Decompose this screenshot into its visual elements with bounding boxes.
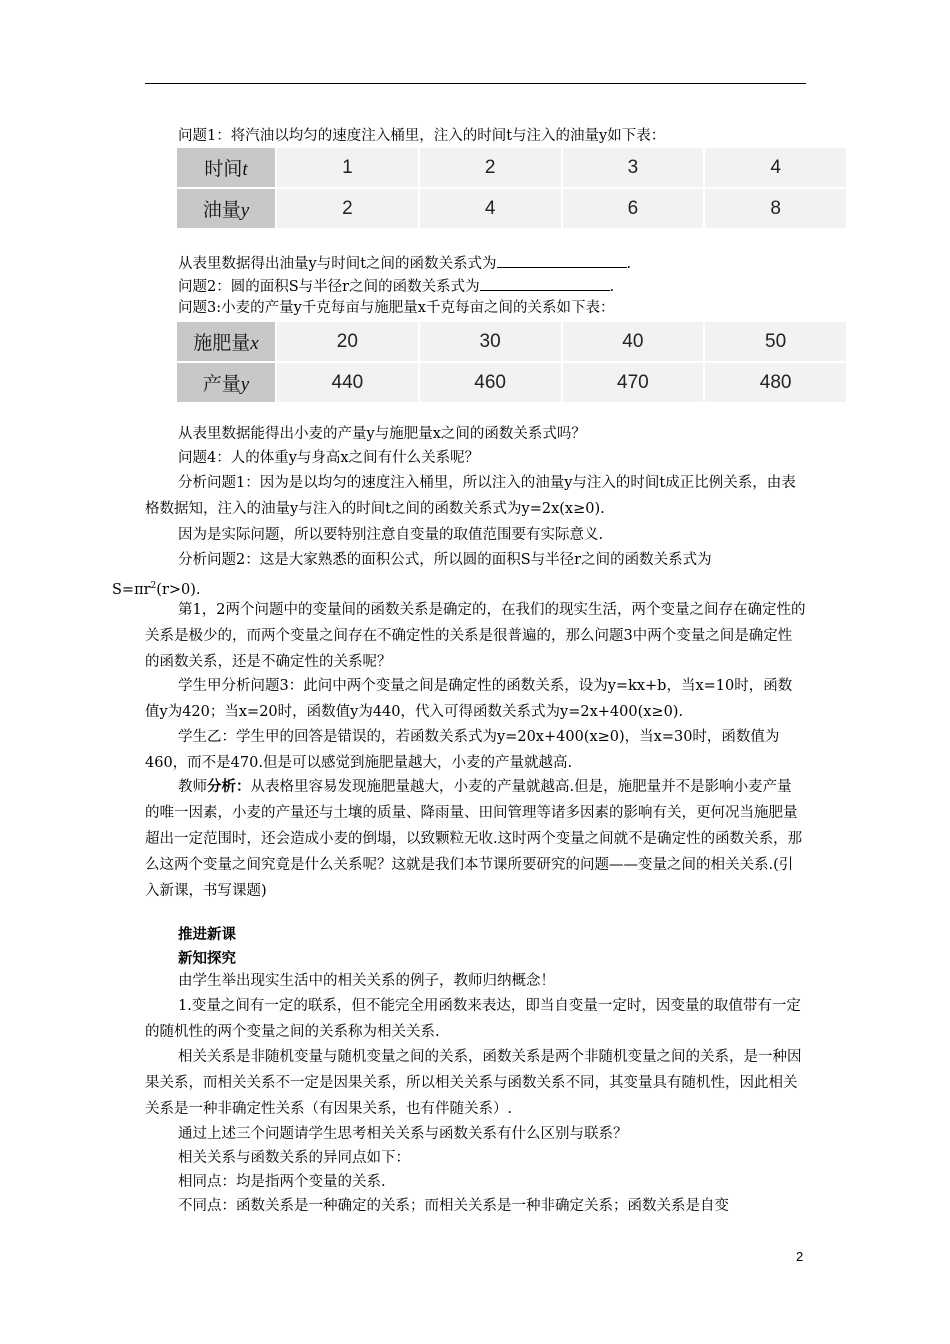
teacher-analysis: 教师分析：从表格里容易发现施肥量越大，小麦的产量就越高.但是，施肥量并不是影响小麦产量的唯一因素，小麦的产量还与土壤的质量、降雨量、田间管理等诸多因素的影响有关，更何况当施肥量超出一定范围时，还会造成小麦的倒塌，以致颗粒无收.这时两个变量之间就不是确定性的函数关系，那么这两个变量之间究竟是什么关系呢？这就是我们本节课所要研究的问题——变量之间的相关关系.(引入新课，书写课题) [145,778,803,899]
student-a: 学生甲分析问题3：此问中两个变量之间是确定性的函数关系，设为y=kx+b，当x=10时，函数值y为420；当x=20时，函数值y为440，代入可得函数关系式为y=2x+400(x≥0). [145,678,793,720]
table-cell: 480 [703,363,846,402]
q1-ask: 从表里数据得出油量y与时间t之间的函数关系式为 . [178,253,631,274]
heading-new-lesson: 推进新课 [178,926,236,943]
table-cell: 2 [418,148,561,187]
table-cell: 40 [561,322,704,361]
analysis-1b: 因为是实际问题，所以要特别注意自变量的取值范围要有实际意义. [178,527,604,543]
page-number: 2 [796,1249,804,1264]
answer-blank[interactable] [497,253,627,268]
table-cell: 1 [275,148,418,187]
table-cell: 30 [418,322,561,361]
q1-intro: 问题1：将汽油以均匀的速度注入桶里，注入的时间t与注入的油量y如下表： [178,128,666,144]
table-cell: 6 [561,189,704,228]
q3-intro: 问题3:小麦的产量y千克每亩与施肥量x千克每亩之间的关系如下表： [178,300,615,316]
row-header: 油量y [177,189,275,228]
paragraph-cases-1-2: 第1，2两个问题中的变量间的函数关系是确定的，在我们的现实生活，两个变量之间存在确定性的关系是极少的，而两个变量之间存在不确定性的关系是很普遍的，那么问题3中两个变量之间是确定性的函数关系，还是不确定性的关系呢？ [145,602,806,670]
table-cell: 4 [703,148,846,187]
table-row [177,322,846,361]
analysis-2: 分析问题2：这是大家熟悉的面积公式，所以圆的面积S与半径r之间的函数关系式为 $S=\pi r^2(r>0)$. [112,552,712,598]
table-row [177,363,846,402]
table-cell: 8 [703,189,846,228]
table-cell: 470 [561,363,704,402]
table-cell: 460 [418,363,561,402]
answer-blank[interactable] [480,276,610,291]
new-diff: 不同点：函数关系是一种确定的关系；而相关关系是一种非确定关系；函数关系是自变 [178,1198,729,1214]
student-b: 学生乙：学生甲的回答是错误的，若函数关系式为y=20x+400(x≥0)，当x=30时，函数值为460，而不是470.但是可以感觉到施肥量越大，小麦的产量就越高. [145,729,780,771]
table-cell: 4 [418,189,561,228]
row-header: 产量y [177,363,275,402]
table-cell: 2 [275,189,418,228]
q2: 问题2：圆的面积S与半径r之间的函数关系式为 . [178,276,614,297]
table-cell: 3 [561,148,704,187]
row-header: 时间t [177,148,275,187]
wheat-table [177,320,846,404]
new-explanation: 相关关系是非随机变量与随机变量之间的关系，函数关系是两个非随机变量之间的关系，是一种因果关系，而相关关系不一定是因果关系，所以相关关系与函数关系不同，其变量具有随机性，因此相关关系是一种非确定性关系（有因果关系，也有伴随关系）. [145,1049,802,1117]
table-row [177,189,846,228]
analysis-1: 分析问题1：因为是以均匀的速度注入桶里，所以注入的油量y与注入的时间t成正比例关系，由表格数据知，注入的油量y与注入的时间t之间的函数关系式为y=2x(x≥0). [145,475,796,517]
new-1: 由学生举出现实生活中的相关关系的例子，教师归纳概念！ [178,973,555,989]
new-same: 相同点：均是指两个变量的关系. [178,1174,386,1190]
table-row [177,148,846,187]
new-question: 通过上述三个问题请学生思考相关关系与函数关系有什么区别与联系？ [178,1126,628,1142]
table-cell: 440 [275,363,418,402]
new-definition: 1.变量之间有一定的联系，但不能完全用函数来表达，即当自变量一定时，因变量的取值带有一定的随机性的两个变量之间的关系称为相关关系. [145,998,801,1040]
header-rule [145,83,806,84]
q3-ask: 从表里数据能得出小麦的产量y与施肥量x之间的函数关系式吗？ [178,426,586,442]
row-header: 施肥量x [177,322,275,361]
q4: 问题4：人的体重y与身高x之间有什么关系呢？ [178,450,480,466]
table-cell: 50 [703,322,846,361]
new-compare: 相关关系与函数关系的异同点如下： [178,1150,410,1166]
table-cell: 20 [275,322,418,361]
fuel-table [177,146,846,230]
heading-explore: 新知探究 [178,950,236,967]
